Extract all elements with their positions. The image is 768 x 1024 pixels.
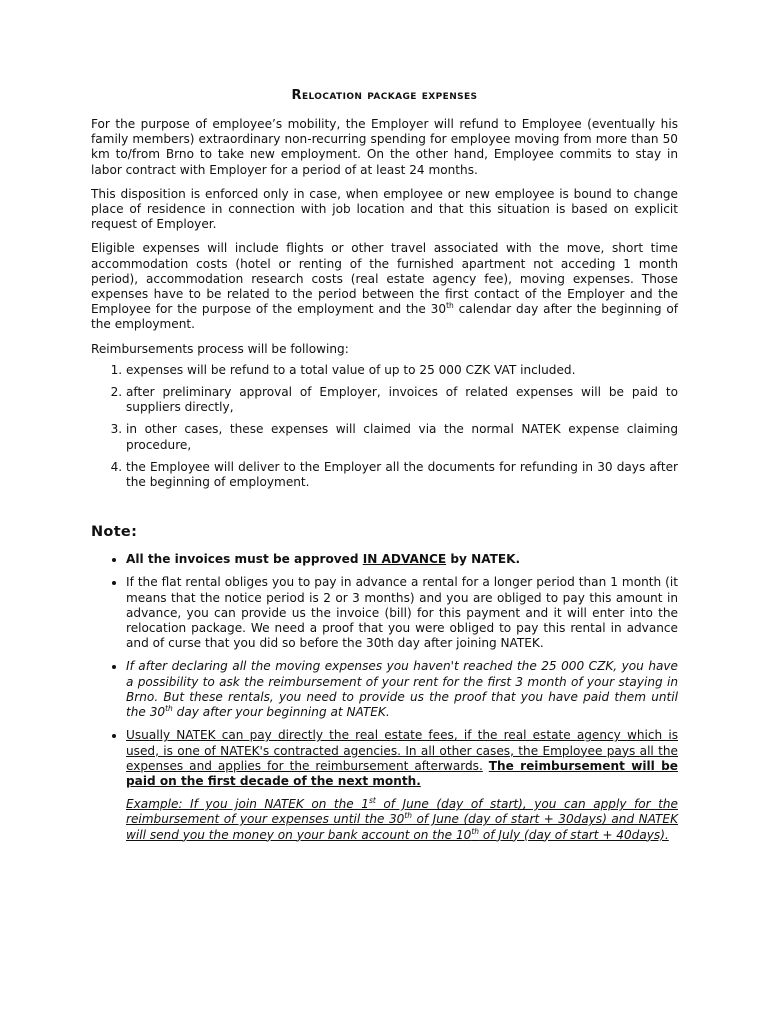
intro-paragraph: For the purpose of employee’s mobility, the Employer will refund to Employee (eventually his family members) extraordinary non-recurring spending for employee moving from more than 50 km to/from Brno to take new employment. On the other hand, Employee commits to stay in labor contract with Employer for a period of at least 24 months.	[91, 117, 678, 177]
example-paragraph	[126, 797, 678, 843]
example-text-3: of June (day of start + 30days) and NATEK will send you the money on your bank account on the 10	[126, 812, 678, 842]
list-item: 2. after preliminary approval of Employer, invoices of related expenses will be paid to suppliers directly,	[126, 385, 678, 415]
in-advance-text: IN ADVANCE	[362, 552, 447, 567]
list-item: 1. expenses will be refund to a total value of up to 25 000 CZK VAT included.	[126, 363, 678, 378]
reimbursement-timing-text: The reimbursement will be paid on the first decade of the next month.	[126, 758, 678, 788]
process-steps-list	[91, 363, 678, 490]
note-real-estate-item	[126, 728, 678, 842]
eligible-sup: th	[446, 301, 454, 311]
rent-text-2: day after your beginning at NATEK.	[172, 705, 390, 720]
note-approval-item	[126, 552, 678, 567]
example-text-1: Example: If you join NATEK on the 1	[126, 797, 369, 812]
example-text-2: of June (day of start), you can apply for the reimbursement of your expenses until the 30	[126, 797, 678, 827]
example-sup-1: st	[368, 796, 376, 806]
disposition-paragraph: This disposition is enforced only in case, when employee or new employee is bound to change place of residence in connection with job location and that this situation is based on explicit request of Employer.	[91, 186, 678, 232]
rent-sup: th	[165, 704, 173, 714]
note-rental-item: • If the flat rental obliges you to pay in advance a rental for a longer period than 1 month (it means that the notice period is 2 or 3 months) and you are obliged to pay this amount in advance, you can provide us the invoice (bill) for this payment and it will enter into the relocation package. We need a proof that you were obliged to pay this rental in advance and of curse that you did so before the 30th day after joining NATEK.	[126, 575, 678, 651]
example-sup-3: th	[471, 826, 480, 836]
list-item: 3. in other cases, these expenses will claimed via the normal NATEK expense claiming procedure,	[126, 422, 678, 452]
real-estate-text: Usually NATEK can pay directly the real estate fees, if the real estate agency which is used, is one of NATEK's contracted agencies. In all other cases, the Employee pays all the expenses and applies for the reimbursement afterwards.	[126, 728, 678, 773]
eligible-expenses-paragraph	[91, 241, 678, 332]
eligible-text-2: calendar day after the beginning of the employment.	[91, 302, 678, 332]
example-sup-2: th	[404, 811, 413, 821]
example-text-4: of July (day of start + 40days).	[479, 827, 669, 842]
list-item: 4. the Employee will deliver to the Employer all the documents for refunding in 30 days after the beginning of employment.	[126, 460, 678, 490]
document-title: Relocation package expenses	[291, 88, 478, 103]
rent-text-1: If after declaring all the moving expenses you haven't reached the 25 000 CZK, you have a possibility to ask the reimbursement of your rent for the first 3 month of your staying in Brno. But these rentals, you need to provide us the proof that you have paid them until the 30	[126, 659, 678, 720]
process-intro: Reimbursements process will be following:	[91, 341, 349, 356]
eligible-text-1: Eligible expenses will include flights or other travel associated with the move, short time accommodation costs (hotel or renting of the furnished apartment not acceding 1 month period), accommodation research costs (real estate agency fee), moving expenses. Those expenses have to be related to the period between the first contact of the Employer and the Employee for the purpose of the employment and the 30	[91, 241, 678, 317]
note-approval-suffix: by NATEK.	[446, 552, 521, 567]
note-approval-text: All the invoices must be approved	[126, 552, 363, 567]
note-heading: Note:	[91, 524, 138, 541]
note-rent-reimbursement-item	[126, 659, 678, 720]
notes-list	[91, 552, 678, 842]
